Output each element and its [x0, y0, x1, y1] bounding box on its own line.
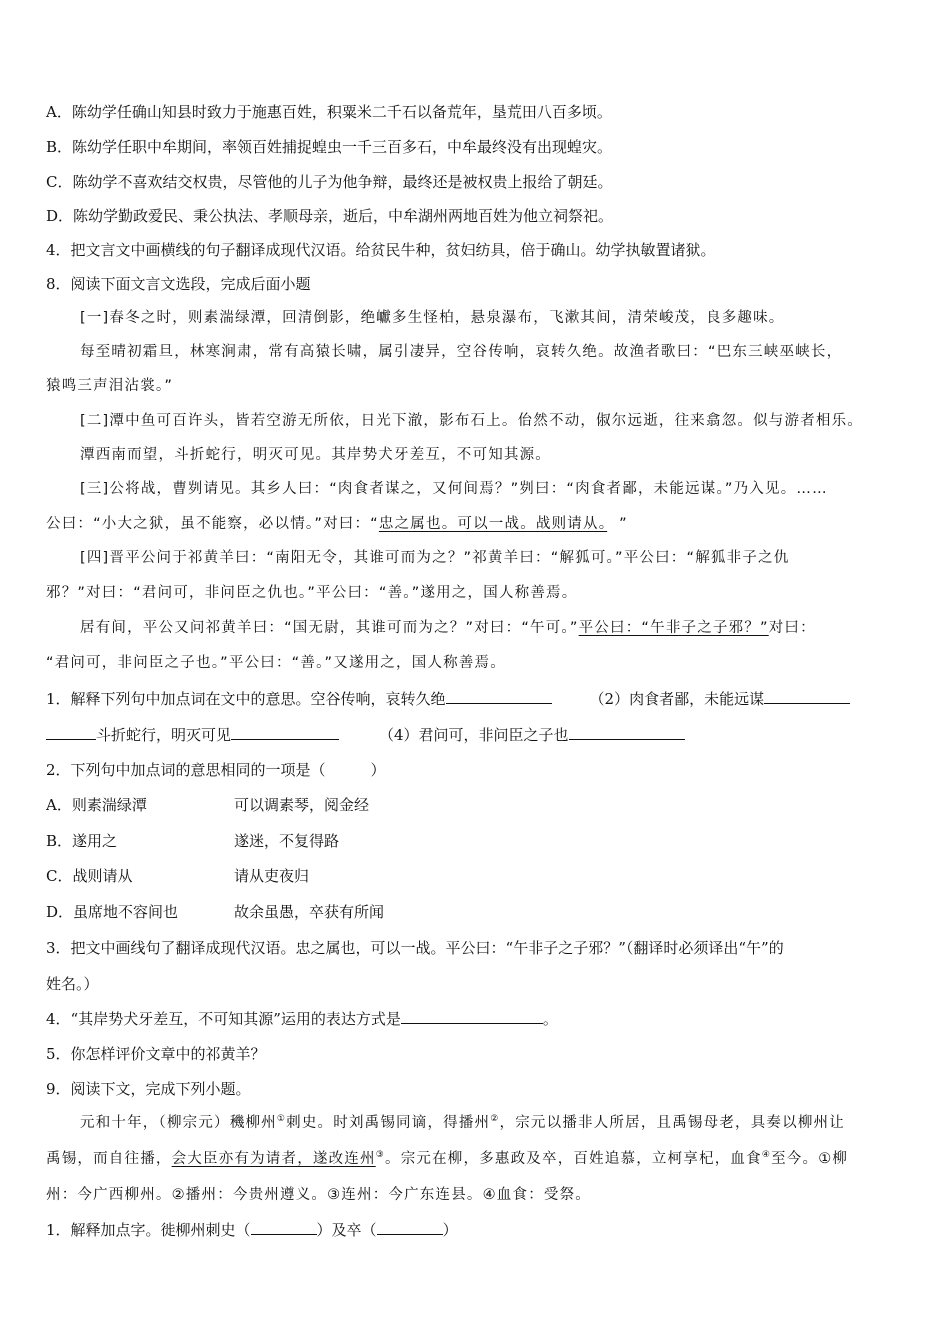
- q9-p1-text2: 刺史。时刘禹锡同谪，得播州: [286, 1115, 491, 1131]
- q8-sub4: [46, 1009, 906, 1029]
- q8-sub1-text-a: 1．解释下列句中加点词在文中的意思。空谷传响，哀转久绝: [46, 690, 446, 708]
- passage-4c: [80, 618, 940, 638]
- answer-blank-6[interactable]: [251, 1220, 317, 1235]
- q8-sub4-text: 4．“其岸势犬牙差互，不可知其源”运用的表达方式是: [46, 1010, 401, 1028]
- q8-sub1-text-d: （4）君问可，非问臣之子也: [379, 726, 569, 744]
- option-c-right: 请从吏夜归: [234, 867, 310, 885]
- passage-3b-end: ”: [619, 516, 628, 532]
- q9-sub1: [46, 1220, 906, 1240]
- q9-p2-text1: 禹锡，而自往播，: [46, 1151, 172, 1167]
- q9-passage-2: [46, 1149, 906, 1169]
- answer-blank-2-cont[interactable]: [46, 725, 96, 740]
- passage-3: [三]公将战，曹刿请见。其乡人曰：“肉食者谋之，又何间焉？”刿曰：“肉食者鄙，未能远谋。”乃入见。……: [80, 481, 828, 497]
- passage-3b-text: 公曰：“小大之狱，虽不能察，必以情。”对曰：“: [46, 516, 379, 532]
- q8-sub1-row2: [46, 725, 906, 745]
- passage-4d: “君问可，非问臣之子也。”平公曰：“善。”又遂用之，国人称善焉。: [46, 655, 506, 671]
- q9-sub1-end: ）: [442, 1221, 458, 1239]
- q8-sub2-option-b: [46, 831, 906, 851]
- footnote-mark-1: ①: [276, 1114, 287, 1125]
- option-d-right: 故余虽愚，卒获有所闻: [234, 903, 385, 921]
- q9-p2-text2: 。宗元在柳，多惠政及卒，百姓追慕，立柯享杞，血食: [385, 1151, 762, 1167]
- q8-sub1-row1: [46, 689, 906, 709]
- passage-1: [一]春冬之时，则素湍绿潭，回清倒影，绝巘多生怪柏，悬泉瀑布，飞漱其间，清荣峻茂，良多趣味。: [80, 310, 785, 326]
- q7-option-b: B．陈幼学任职中牟期间，率领百姓捕捉蝗虫一千三百多石，中牟最终没有出现蝗灾。: [46, 138, 613, 156]
- passage-2b: 潭西南而望，斗折蛇行，明灭可见。其岸势犬牙差互，不可知其源。: [80, 447, 551, 463]
- option-a-right: 可以调素琴，阅金经: [234, 796, 370, 814]
- passage-1c: 猿鸣三声泪沾裳。”: [46, 378, 174, 394]
- answer-blank-4[interactable]: [569, 725, 685, 740]
- footnote-mark-4: ④: [761, 1150, 772, 1161]
- q7-option-c: C．陈幼学不喜欢结交权贵，尽管他的儿子为他争辩，最终还是被权贵上报给了朝廷。: [46, 173, 613, 191]
- q9-sub1-mid: ）及卒（: [316, 1221, 377, 1239]
- passage-3b: [46, 514, 906, 534]
- q8-sub3b: 姓名。）: [46, 975, 99, 993]
- option-a-left: A．则素湍绿潭: [46, 796, 147, 814]
- underlined-sentence-3: 会大臣亦有为请者，遂改连州: [171, 1151, 376, 1167]
- footnote-mark-2: ②: [490, 1114, 500, 1125]
- answer-blank-5[interactable]: [401, 1009, 543, 1024]
- underlined-sentence-1: 忠之属也。可以一战。战则请从。: [378, 516, 608, 532]
- answer-blank-7[interactable]: [377, 1220, 443, 1235]
- passage-4c-end: 对曰：: [768, 620, 816, 636]
- q8-sub3: 3．把文中画线句了翻译成现代汉语。忠之属也，可以一战。平公曰：“午非子之子邪？”（翻译时必须译出“午”的: [46, 939, 784, 957]
- q8-sub1-text-b: （2）肉食者鄙，未能远谋: [589, 690, 765, 708]
- option-c-left: C．战则请从: [46, 867, 133, 885]
- answer-blank-3[interactable]: [231, 725, 339, 740]
- underlined-sentence-2: 平公曰：“午非子之子邪？”: [578, 620, 769, 636]
- q8-sub1-text-c: 斗折蛇行，明灭可见: [96, 726, 232, 744]
- q8-sub2-option-c: [46, 866, 906, 886]
- answer-blank-2[interactable]: [764, 689, 850, 704]
- q7-option-d: D．陈幼学勤政爱民、秉公执法、孝顺母亲，逝后，中牟湖州两地百姓为他立祠祭祀。: [46, 207, 614, 225]
- q9-p1-text1: 元和十年，（柳宗元）穖柳州: [80, 1115, 277, 1131]
- q9-p2-text3: 至今。①柳: [771, 1151, 849, 1167]
- q9-footnotes: 州：今广西柳州。②播州：今贵州遵义。③连州：今广东连县。④血食：受祭。: [46, 1187, 591, 1203]
- option-d-left: D．虽席地不容间也: [46, 903, 179, 921]
- q8-sub5: 5．你怎样评价文章中的祁黄羊？: [46, 1045, 266, 1063]
- option-b-left: B．遂用之: [46, 832, 118, 850]
- q8-sub2: 2．下列句中加点词的意思相同的一项是（ ）: [46, 761, 386, 779]
- answer-blank-1[interactable]: [446, 689, 552, 704]
- q8-sub2-option-a: [46, 795, 906, 815]
- q8-sub4-end: 。: [542, 1010, 558, 1028]
- q9-passage-1: [80, 1113, 940, 1133]
- passage-4: [四]晋平公问于祁黄羊曰：“南阳无令，其谁可而为之？”祁黄羊曰：“解狐可。”平公曰：“解狐非子之仇: [80, 550, 790, 566]
- q8-sub2-option-d: [46, 902, 906, 922]
- passage-1b: 每至晴初霜旦，林寒涧肃，常有高猿长啸，属引凄异，空谷传响，哀转久绝。故渔者歌曰：“巴东三峡巫峡长，: [80, 344, 843, 360]
- option-b-right: 遂迷，不复得路: [234, 832, 340, 850]
- passage-4b: 邪？”对曰：“君问可，非问臣之仇也。”平公曰：“善。”遂用之，国人称善焉。: [46, 585, 578, 601]
- q9-p1-text3: ，宗元以播非人所居，且禹锡母老，具奏以柳州让: [499, 1115, 845, 1131]
- q9-sub1-text: 1．解释加点字。徙柳州刺史（: [46, 1221, 251, 1239]
- footnote-mark-3: ③: [375, 1150, 385, 1161]
- passage-2: [二]潭中鱼可百许头，皆若空游无所依，日光下澈，影布石上。佁然不动，俶尔远逝，往来翕忽。似与游者相乐。: [80, 413, 864, 429]
- q9-title: 9．阅读下文，完成下列小题。: [46, 1080, 251, 1098]
- q7-subquestion-4: 4．把文言文中画横线的句子翻译成现代汉语。给贫民牛种，贫妇纺具，倍于确山。幼学执敏置诸狱。: [46, 241, 716, 259]
- passage-4c-text: 居有间，平公又问祁黄羊曰：“国无尉，其谁可而为之？”对曰：“午可。”: [80, 620, 579, 636]
- q8-title: 8．阅读下面文言文选段，完成后面小题: [46, 275, 311, 293]
- q7-option-a: A．陈幼学任确山知县时致力于施惠百姓，积粟米二千石以备荒年，垦荒田八百多顷。: [46, 103, 612, 121]
